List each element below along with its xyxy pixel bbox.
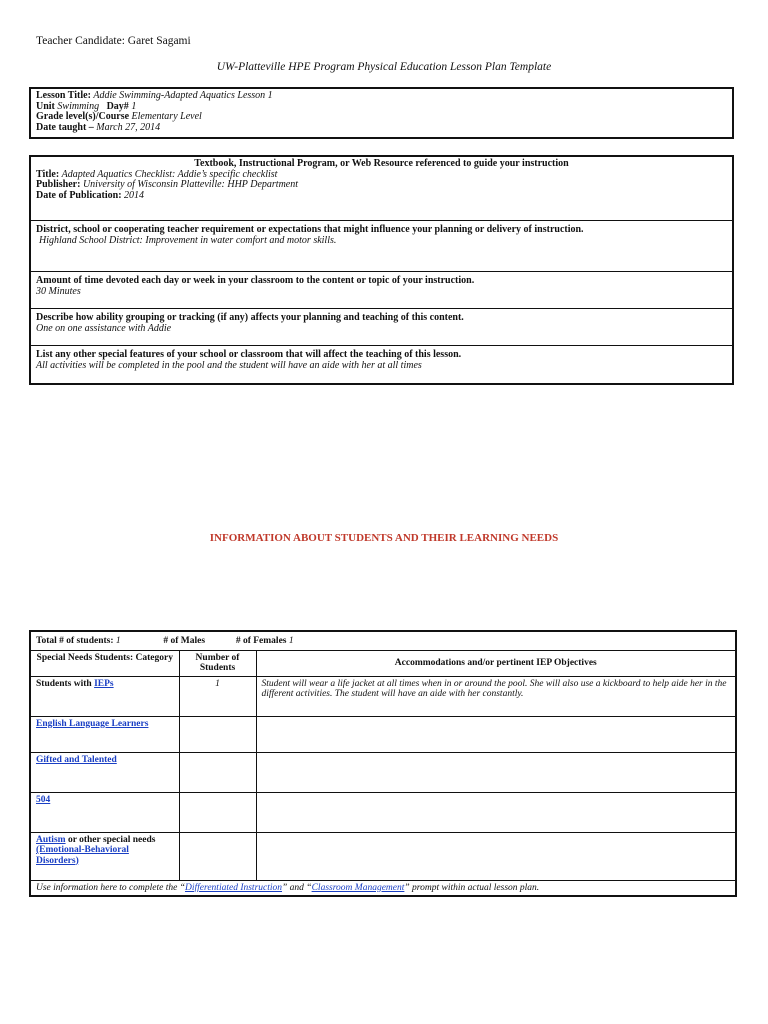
autism-mid-text: or other special needs: [67, 834, 156, 845]
divider: [31, 308, 732, 309]
district-question: District, school or cooperating teacher requirement or expectations that might influence your planning or delivery of instruction.: [36, 224, 584, 235]
publication-date-value: 2014: [124, 189, 145, 201]
col-number-header: Number of Students: [195, 652, 240, 673]
gifted-link[interactable]: Gifted and Talented: [36, 754, 117, 765]
teacher-candidate: Teacher Candidate: Garet Sagami: [36, 35, 191, 47]
time-answer: 30 Minutes: [36, 285, 81, 297]
district-section: [31, 223, 732, 273]
document-title: UW-Platteville HPE Program Physical Education Lesson Plan Template: [216, 61, 552, 73]
unit-value: Swimming: [57, 100, 100, 112]
section-504-link[interactable]: 504: [36, 794, 51, 805]
lesson-title-line: [36, 91, 727, 102]
footer-mid: ” and “: [282, 882, 312, 893]
differentiated-instruction-link[interactable]: Differentiated Instruction: [185, 882, 283, 893]
special-features-section: [31, 348, 732, 384]
grouping-answer: One on one assistance with Addie: [36, 322, 172, 334]
time-question: Amount of time devoted each day or week in your classroom to the content or topic of your instruction.: [36, 275, 475, 286]
resource-heading: Textbook, Instructional Program, or Web Resource referenced to guide your instruction: [194, 158, 569, 169]
divider: [31, 345, 732, 346]
grouping-section: [31, 311, 732, 347]
resource-title-label: Title:: [36, 168, 60, 180]
date-label: Date taught –: [36, 121, 94, 133]
table-row: [30, 631, 736, 650]
footer-pre: Use information here to complete the “: [36, 882, 185, 893]
publication-date-label: Date of Publication:: [36, 189, 122, 201]
grade-value: Elementary Level: [131, 111, 202, 122]
ell-link[interactable]: English Language Learners: [36, 718, 149, 729]
lesson-title-label: Lesson Title:: [36, 90, 91, 101]
resource-title-value: Adapted Aquatics Checklist: Addie’s specific checklist: [61, 168, 278, 180]
ebd-link[interactable]: (Emotional-Behavioral Disorders): [36, 845, 129, 866]
ieps-accommodations: Student will wear a life jacket at all times when in or around the pool. She will also use a kickboard to help aide her in the different activities. The student will have an aide with her constantly.: [261, 678, 727, 699]
males-label: # of Males: [163, 635, 206, 646]
footer-cell: [30, 880, 736, 896]
special-question: List any other special features of your school or classroom that will affect the teaching of this lesson.: [36, 349, 462, 360]
day-value: 1: [131, 100, 137, 112]
unit-label: Unit: [36, 100, 55, 112]
resource-section: [31, 157, 732, 223]
divider: [31, 220, 732, 221]
table-row: [30, 716, 736, 752]
district-answer: Highland School District: Improvement in water comfort and motor skills.: [39, 234, 337, 246]
resource-box: [29, 155, 734, 385]
table-row: [30, 792, 736, 832]
grouping-question: Describe how ability grouping or tracking (if any) affects your planning and teaching of this content.: [36, 312, 464, 323]
ieps-number: 1: [215, 678, 220, 689]
total-value: 1: [115, 635, 121, 646]
females-value: 1: [288, 635, 294, 646]
day-label: Day#: [106, 100, 129, 112]
students-table: [29, 630, 737, 897]
total-label: Total # of students:: [36, 635, 114, 646]
col-category-header: Special Needs Students: Category: [36, 652, 173, 663]
lesson-info-box: [29, 87, 734, 139]
table-row: [30, 832, 736, 880]
table-header-row: [30, 650, 736, 676]
col-accommodations-header: Accommodations and/or pertinent IEP Objectives: [394, 657, 597, 668]
classroom-management-link[interactable]: Classroom Management: [311, 882, 405, 893]
autism-link[interactable]: Autism: [36, 834, 66, 845]
date-value: March 27, 2014: [96, 121, 161, 133]
students-section-title: INFORMATION ABOUT STUDENTS AND THEIR LEARNING NEEDS: [209, 532, 559, 544]
lesson-title-value: Addie Swimming-Adapted Aquatics Lesson 1: [93, 90, 273, 101]
ieps-prefix: Students with: [36, 678, 92, 689]
females-label: # of Females: [235, 635, 287, 646]
ieps-link[interactable]: IEPs: [94, 678, 114, 689]
grade-label: Grade level(s)/Course: [36, 111, 130, 122]
publisher-label: Publisher:: [36, 179, 81, 190]
footer-post: ” prompt within actual lesson plan.: [404, 882, 540, 893]
totals-cell: [30, 631, 736, 650]
table-row: [30, 676, 736, 716]
divider: [31, 271, 732, 272]
table-row: [30, 880, 736, 896]
time-section: [31, 274, 732, 310]
special-answer: All activities will be completed in the pool and the student will have an aide with her at all times: [36, 359, 422, 371]
table-row: [30, 752, 736, 792]
publisher-value: University of Wisconsin Platteville: HHP Department: [82, 179, 299, 190]
date-line: [36, 123, 727, 134]
